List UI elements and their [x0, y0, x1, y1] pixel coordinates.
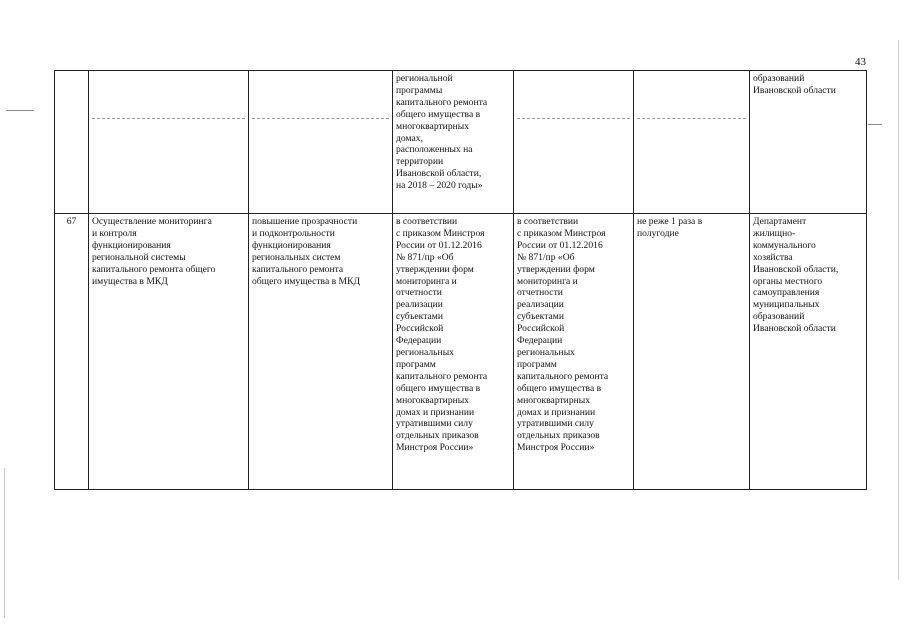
cell-deadline: не реже 1 раза в полугодие [634, 214, 750, 490]
page-number: 43 [855, 56, 866, 68]
table-row-continuation [55, 71, 867, 214]
cell-deadline [634, 71, 750, 214]
cell-number: 67 [55, 214, 89, 490]
measures-table [54, 70, 867, 490]
cell-basis: в соответствии с приказом Минстроя России от 01.12.2016 № 871/пр «Об утверждении форм мониторинга и отчетности реализации субъектами Российской Федерации региональных программ капитального ремонта общего имущества в многоквартирных домах и признании утратившими силу отдельных приказов Минстроя России» [393, 214, 514, 490]
cell-goal: повышение прозрачности и подконтрольности функционирования региональных систем капитального ремонта общего имущества в МКД [249, 214, 393, 490]
cell-basis: региональной программы капитального ремонта общего имущества в многоквартирных домах, расположенных на территории Ивановской области, на 2018 – 2020 годы» [393, 71, 514, 214]
blank-line-mark [92, 118, 245, 119]
cell-goal [249, 71, 393, 214]
right-margin-scan-mark [868, 124, 882, 125]
cell-result: в соответствии с приказом Минстроя России от 01.12.2016 № 871/пр «Об утверждении форм мониторинга и отчетности реализации субъектами Российской Федерации региональных программ капитального ремонта общего имущества в многоквартирных домах и признании утратившими силу отдельных приказов Минстроя России» [514, 214, 634, 490]
right-edge-scan-line [898, 40, 899, 580]
cell-number [55, 71, 89, 214]
cell-result [514, 71, 634, 214]
blank-line-mark [637, 118, 746, 119]
table-row-67 [55, 214, 867, 490]
left-edge-scan-line [4, 468, 5, 618]
blank-line-mark [252, 118, 389, 119]
cell-responsible: образований Ивановской области [750, 71, 867, 214]
cell-responsible: Департамент жилищно- коммунального хозяйства Ивановской области, органы местного самоуправления муниципальных образований Ивановской области [750, 214, 867, 490]
cell-measure: Осуществление мониторинга и контроля функционирования региональной системы капитального ремонта общего имущества в МКД [89, 214, 249, 490]
cell-measure [89, 71, 249, 214]
blank-line-mark [517, 118, 630, 119]
left-margin-scan-mark [6, 110, 34, 111]
